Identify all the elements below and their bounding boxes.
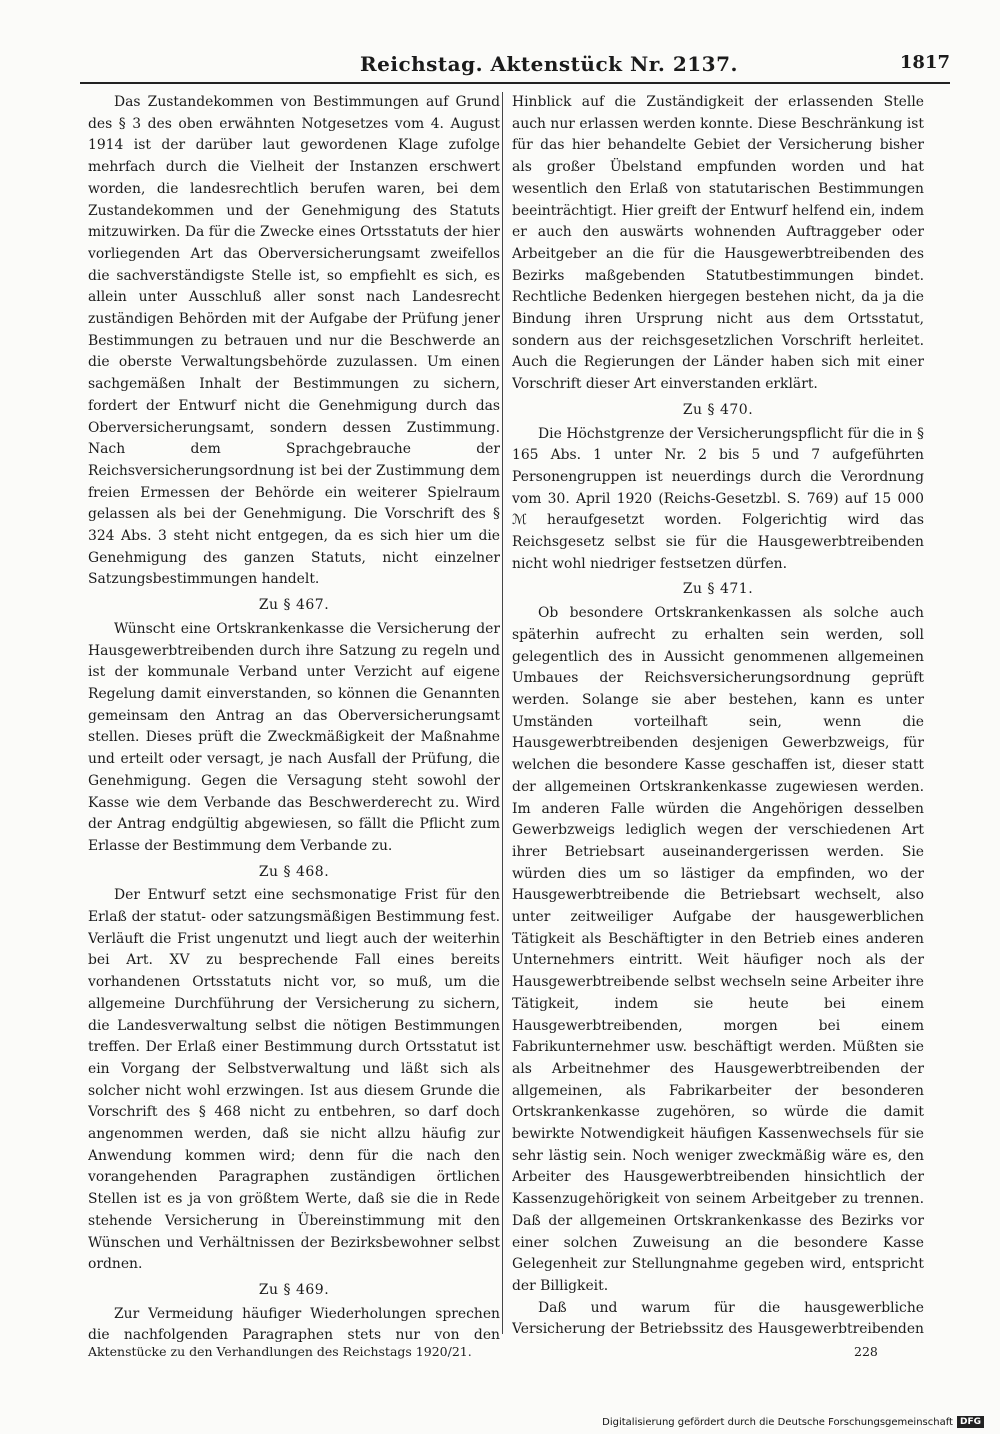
credit-text: Digitalisierung gefördert durch die Deutsche Forschungsgemeinschaft bbox=[602, 1416, 953, 1428]
signature-mark: 228 bbox=[854, 1344, 878, 1359]
paragraph: Ob besondere Ortskrankenkassen als solche auch späterhin aufrecht zu erhalten sein werden, soll gelegentlich des in Aussicht genommenen allgemeinen Umbaues der Reichsversicherungsordnung geprüft werden. Solange sie aber bestehen, kann es unter Umständen vorteilhaft sein, wenn die Hausgewerbtreibenden desjenigen Gewerbzweigs, für welchen die besondere Kasse geschaffen ist, dieser statt der allgemeinen Ortskrankenkasse zugewiesen werden. Im anderen Falle würden die Angehörigen desselben Gewerbzweigs lediglich wegen der verschiedenen Art ihrer Betriebsart auseinandergerissen werden. Sie würden dies um so lästiger da empfinden, wo der Hausgewerbtreibende die Betriebsart wechselt, also unter zeitweiliger Aufgabe der hausgewerblichen Tätigkeit als Beschäftigter in den Betrieb eines anderen Unternehmers eintritt. Weit häufiger noch als der Hausgewerbtreibende selbst wechseln seine Arbeiter ihre Tätigkeit, indem sie heute bei einem Hausgewerbtreibenden, morgen bei einem Fabrikunternehmer usw. beschäftigt werden. Müßten sie als Arbeitnehmer des Hausgewerbtreibenden der allgemeinen, als Fabrikarbeiter der besonderen Ortskrankenkasse zugehören, so würde die damit bewirkte Notwendigkeit häufigen Kassenwechsels für sie sehr lästig sein. Noch weniger zweckmäßig wäre es, den Arbeiter des Hausgewerbtreibenden hinsichtlich der Kassenzugehörigkeit von seinem Arbeitgeber zu trennen. Daß der allgemeinen Ortskrankenkasse des Bezirks vor einer solchen Zuweisung an die besondere Kasse Gelegenheit zur Stellungnahme gegeben wird, entspricht der Billigkeit. bbox=[512, 605, 924, 1294]
page-footer bbox=[88, 1344, 948, 1366]
section-heading: Zu § 470. bbox=[682, 401, 754, 418]
page-number: 1817 bbox=[899, 52, 950, 73]
paragraph: Wünscht eine Ortskrankenkasse die Versicherung der Hausgewerbtreibenden durch ihre Satzung zu regeln und ist der kommunale Verband unter Verzicht auf eigene Regelung damit einverstanden, so können die Genannten gemeinsam den Antrag an das Oberversicherungsamt stellen. Dieses prüft die Zweckmäßigkeit der Maßnahme und erteilt oder versagt, je nach Ausfall der Prüfung, die Genehmigung. Gegen die Versagung steht sowohl der Kasse wie dem Verbande das Beschwerderecht zu. Wird der Antrag endgültig abgewiesen, so fällt die Pflicht zum Erlasse der Bestimmung dem Verbande zu. bbox=[88, 620, 500, 854]
footer-citation: Aktenstücke zu den Verhandlungen des Reichstags 1920/21. bbox=[88, 1344, 472, 1359]
left-column bbox=[88, 92, 500, 1342]
section-heading: Zu § 471. bbox=[682, 581, 754, 598]
right-column bbox=[512, 92, 924, 1342]
running-title: Reichstag. Aktenstück Nr. 2137. bbox=[360, 52, 738, 76]
digitization-credit bbox=[602, 1414, 984, 1430]
paragraph: Der Entwurf setzt eine sechsmonatige Frist für den Erlaß der statut- oder satzungsmäßigen Bestimmung fest. Verläuft die Frist ungenutzt und liegt auch der weiterhin bei Art. XV zu besprechende Fall eines bereits vorhandenen Ortsstatuts nicht vor, so muß, um die allgemeine Durchführung der Versicherung zu sichern, die Landesverwaltung selbst die nötigen Bestimmungen treffen. Der Erlaß einer Bestimmung durch Ortsstatut ist ein Vorgang der Selbstverwaltung und läßt sich als solcher nicht wohl erzwingen. Ist aus diesem Grunde die Vorschrift des § 468 nicht zu entbehren, so darf doch angenommen werden, daß sie nicht allzu häufig zur Anwendung kommen wird; denn für die nach den vorangehenden Paragraphen zuständigen örtlichen Stellen ist es ja von größtem Werte, daß sie die in Rede stehende Versicherung in Übereinstimmung mit den Wünschen und Verhältnissen der Bezirksbewohner selbst ordnen. bbox=[88, 887, 500, 1273]
page-header bbox=[80, 48, 950, 84]
paragraph: Hinblick auf die Zuständigkeit der erlassenden Stelle auch nur erlassen werden konnte. Diese Beschränkung ist für das hier behandelte Gebiet der Versicherung bisher als großer Übelstand empfunden worden und hat wesentlich den Erlaß von statutarischen Bestimmungen beeinträchtigt. Hier greift der Entwurf helfend ein, indem er auch den auswärts wohnenden Auftraggeber oder Arbeitgeber an die für die Hausgewerbtreibenden des Bezirks maßgebenden Statutbestimmungen bindet. Rechtliche Bedenken hiergegen bestehen nicht, da ja die Bindung ihren Ursprung nicht aus dem Ortsstatut, sondern aus der reichsgesetzlichen Vorschrift herleitet. Auch die Regierungen der Länder haben sich mit einer Vorschrift dieser Art einverstanden erklärt. bbox=[512, 94, 924, 393]
paragraph: Das Zustandekommen von Bestimmungen auf Grund des § 3 des oben erwähnten Notgesetzes vom 4. August 1914 ist der darüber laut gewordenen Klage zufolge mehrfach durch die Vielheit der Instanzen erschwert worden, die landesrechtlich berufen waren, bei dem Zustandekommen und der Genehmigung des Statuts mitzuwirken. Da für die Zwecke eines Ortsstatuts der hier vorliegenden Art das Oberversicherungsamt zweifellos die sachverständigste Stelle ist, so empfiehlt es sich, es allein unter Ausschluß aller sonst nach Landesrecht zuständigen Behörden mit der Aufgabe der Prüfung jener Bestimmungen zu betrauen und nur die Beschwerde an die oberste Verwaltungsbehörde zuzulassen. Um einen sachgemäßen Inhalt der Bestimmungen zu sichern, fordert der Entwurf nicht die Genehmigung durch das Oberversicherungsamt, sondern dessen Zustimmung. Nach dem Sprachgebrauche der Reichsversicherungsordnung ist bei der Zustimmung dem freien Ermessen der Behörde ein weiterer Spielraum gelassen als bei der Genehmigung. Die Vorschrift des § 324 Abs. 3 steht nicht entgegen, da es sich hier um die Genehmigung des ganzen Statuts, nicht einzelner Satzungsbestimmungen handelt. bbox=[88, 94, 500, 588]
section-heading: Zu § 469. bbox=[258, 1281, 330, 1298]
paragraph: Daß und warum für die hausgewerbliche Versicherung der Betriebssitz des Hausgewerbtreibenden bbox=[512, 1299, 924, 1338]
section-heading: Zu § 468. bbox=[258, 863, 330, 880]
column-divider bbox=[502, 92, 503, 1334]
dfg-logo: DFG bbox=[957, 1416, 984, 1428]
paragraph: Die Höchstgrenze der Versicherungspflicht für die in § 165 Abs. 1 unter Nr. 2 bis 5 und 7 aufgeführten Personengruppen ist neuerdings durch die Verordnung vom 30. April 1920 (Reichs-Gesetzbl. S. 769) auf 15 000 ℳ heraufgesetzt worden. Folgerichtig wird das Reichsgesetz selbst sie für die Hausgewerbtreibenden nicht wohl niedriger festsetzen dürfen. bbox=[512, 425, 924, 572]
paragraph: Zur Vermeidung häufiger Wiederholungen sprechen die nachfolgenden Paragraphen stets nur von den bbox=[88, 1305, 500, 1342]
text-columns bbox=[88, 92, 948, 1342]
section-heading: Zu § 467. bbox=[258, 597, 330, 614]
